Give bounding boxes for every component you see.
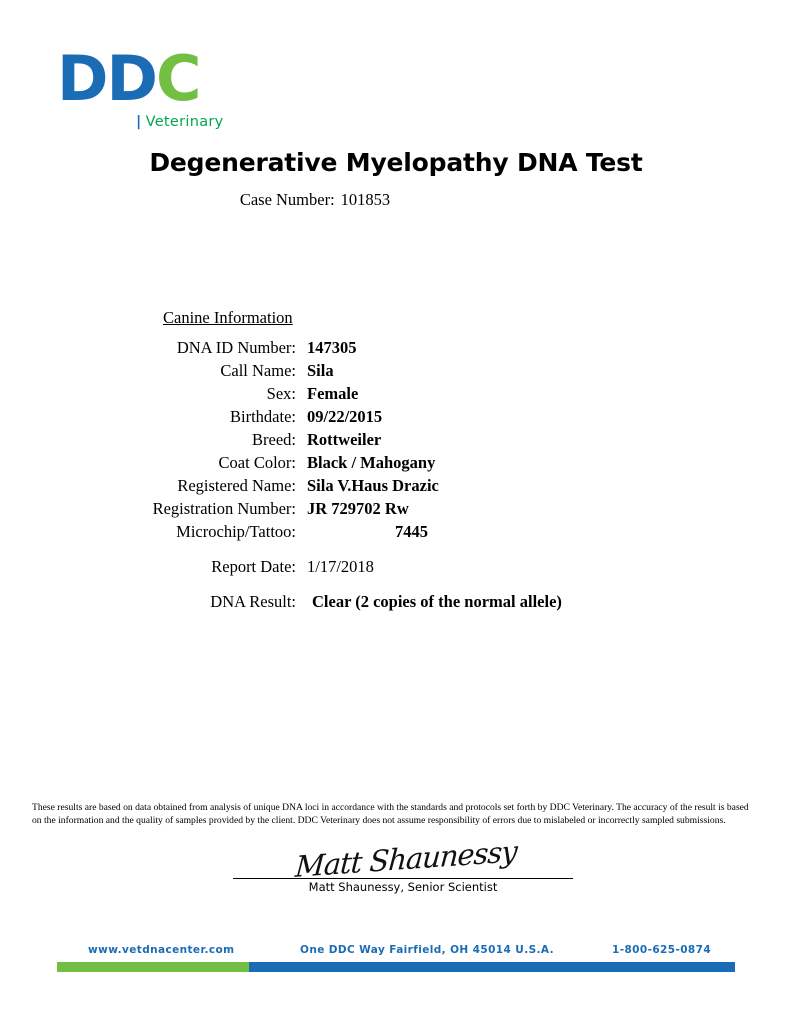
table-row [0,474,620,497]
footer-address: One DDC Way Fairfield, OH 45014 U.S.A. [300,944,555,956]
field-label-breed: Breed: [252,430,296,449]
field-label-birthdate: Birthdate: [230,407,296,426]
case-number-label: Case Number: [239,190,335,209]
field-value-dna-result: Clear (2 copies of the normal allele) [312,592,562,611]
footer-website[interactable]: www.vetdnacenter.com [88,944,235,956]
field-label-coat-color: Coat Color: [218,453,296,472]
field-value-dna-id: 147305 [307,338,357,357]
signature-line [233,878,573,879]
field-label-registered-name: Registered Name: [177,476,296,495]
signature-block [233,834,573,894]
logo-divider: | [136,114,142,130]
field-value-microchip: 7445 [395,522,428,541]
field-value-registered-name: Sila V.Haus Drazic [307,476,439,495]
field-value-birthdate: 09/22/2015 [307,407,383,426]
footer-bar-green [57,962,249,972]
field-label-registration-number: Registration Number: [152,499,296,518]
logo-wordmark [57,42,287,115]
logo-subtitle: Veterinary [145,114,224,130]
field-label-dna-id: DNA ID Number: [176,338,296,357]
table-row [0,359,620,382]
table-row [0,451,620,474]
page-title: Degenerative Myelopathy DNA Test [149,148,643,177]
table-row [0,336,620,359]
field-value-sex: Female [307,384,359,403]
logo-letter-c: C [155,42,200,115]
logo-subtitle-wrap [57,114,287,130]
table-row [0,405,620,428]
case-number-line [0,190,630,210]
field-label-microchip: Microchip/Tattoo: [176,522,296,541]
table-row [0,428,620,451]
case-number-value: 101853 [340,190,391,209]
field-label-call-name: Call Name: [220,361,296,380]
table-row [0,382,620,405]
field-label-report-date: Report Date: [211,557,296,576]
footer-bar-blue [249,962,735,972]
field-label-dna-result: DNA Result: [210,592,296,611]
footer-contact [0,944,792,960]
signature-script: Matt Shaunessy [294,834,518,884]
field-value-coat-color: Black / Mahogany [307,453,436,472]
signature-caption: Matt Shaunessy, Senior Scientist [308,880,498,894]
field-value-breed: Rottweiler [307,430,382,449]
field-value-call-name: Sila [307,361,334,380]
table-row [0,520,620,543]
field-value-registration-number: JR 729702 Rw [307,499,409,518]
canine-information-table [0,336,620,613]
table-row [0,555,620,578]
table-row [0,497,620,520]
field-label-sex: Sex: [266,384,296,403]
disclaimer-text: These results are based on data obtained from analysis of unique DNA loci in accordance with the standards and protocols set forth by DDC Veterinary. The accuracy of the result is based on the information and the quality of samples provided by the client. DDC Veterinary does not assume responsibility of errors due to mislabeled or incorrectly sampled submissions. [32,802,749,826]
field-value-report-date: 1/17/2018 [307,557,374,576]
logo-letter-d2: D [106,42,156,115]
canine-information-heading: Canine Information [163,308,293,327]
footer-phone: 1-800-625-0874 [612,944,712,956]
logo-letter-d1: D [57,42,107,115]
table-row [0,590,620,613]
footer-color-bars [0,962,792,972]
ddc-logo [57,42,287,138]
